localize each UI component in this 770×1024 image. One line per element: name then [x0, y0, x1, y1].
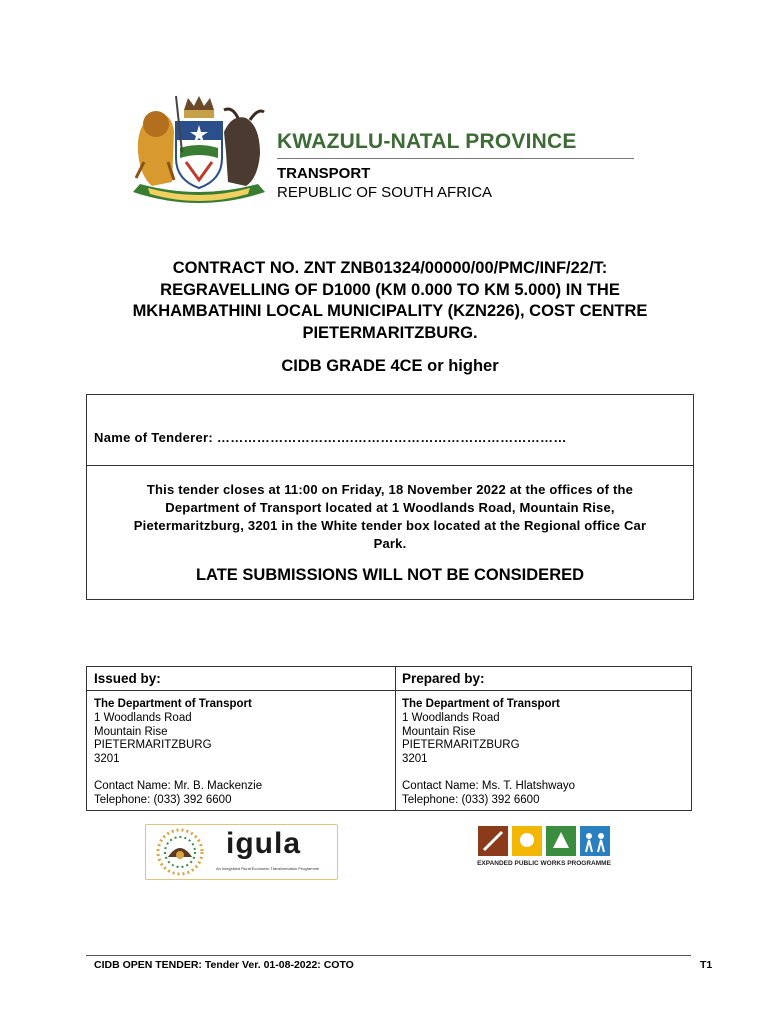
footer-page-label: T1	[700, 959, 713, 971]
contract-title	[90, 258, 690, 344]
late-submission-notice: LATE SUBMISSIONS WILL NOT BE CONSIDERED	[195, 566, 585, 584]
org-country: REPUBLIC OF SOUTH AFRICA	[277, 184, 493, 201]
issued-address-line: 1 Woodlands Road	[94, 711, 192, 724]
org-divider	[277, 158, 634, 159]
tender-info-box	[86, 394, 694, 600]
prepared-address-line: 1 Woodlands Road	[402, 711, 500, 724]
epwp-logo	[452, 816, 636, 888]
footer-divider	[86, 955, 691, 956]
prepared-telephone: Telephone: (033) 392 6600	[402, 793, 540, 806]
closing-line: Department of Transport located at 1 Woodlands Road, Mountain Rise,	[165, 500, 615, 515]
org-name: KWAZULU-NATAL PROVINCE	[277, 130, 577, 153]
title-line: CONTRACT NO. ZNT ZNB01324/00000/00/PMC/INF/22/T:	[172, 259, 608, 277]
kzn-coat-of-arms-logo	[128, 92, 270, 210]
issued-by-details	[87, 691, 395, 808]
issued-postcode: 3201	[94, 753, 120, 766]
prepared-by-column	[395, 667, 691, 810]
prepared-address-line: Mountain Rise	[402, 725, 476, 738]
igula-tagline: An Integrated Rural Economic Transformation Programme	[216, 866, 320, 871]
closing-line: This tender closes at 11:00 on Friday, 18 November 2022 at the offices of the	[146, 482, 634, 497]
igula-wordmark: igula	[226, 827, 302, 860]
prepared-by-heading: Prepared by:	[395, 667, 691, 691]
prepared-department: The Department of Transport	[402, 698, 560, 710]
prepared-by-details	[395, 691, 691, 808]
tenderer-row	[87, 395, 693, 466]
prepared-contact-name: Contact Name: Ms. T. Hlatshwayo	[402, 779, 575, 792]
epwp-wordmark: EXPANDED PUBLIC WORKS PROGRAMME	[477, 860, 611, 867]
org-department: TRANSPORT	[277, 165, 371, 182]
issuer-table	[86, 666, 692, 811]
closing-line: Park.	[373, 536, 407, 551]
epwp-emblem-icon	[452, 816, 636, 866]
prepared-address-line: PIETERMARITZBURG	[402, 739, 520, 752]
title-line: MKHAMBATHINI LOCAL MUNICIPALITY (KZN226), COST CENTRE	[132, 302, 648, 320]
prepared-postcode: 3201	[402, 753, 428, 766]
title-line: PIETERMARITZBURG.	[302, 323, 478, 342]
cidb-grade: CIDB GRADE 4CE or higher	[281, 357, 499, 375]
issued-address-line: Mountain Rise	[94, 725, 168, 738]
tenderer-name-field: Name of Tenderer: ………………………….…………………………………………	[94, 430, 567, 445]
closing-notice	[87, 481, 693, 553]
issued-telephone: Telephone: (033) 392 6600	[94, 793, 232, 806]
issued-contact-name: Contact Name: Mr. B. Mackenzie	[94, 779, 263, 792]
issued-address-line: PIETERMARITZBURG	[94, 739, 212, 752]
footer-version: CIDB OPEN TENDER: Tender Ver. 01-08-2022: COTO	[94, 959, 354, 971]
issued-department: The Department of Transport	[94, 698, 252, 710]
title-line: REGRAVELLING OF D1000 (KM 0.000 TO KM 5.000) IN THE	[160, 280, 620, 299]
closing-line: Pietermaritzburg, 3201 in the White tender box located at the Regional office Car	[133, 518, 647, 533]
issued-by-column	[87, 667, 396, 810]
igula-logo	[145, 824, 338, 880]
issued-by-heading: Issued by:	[87, 667, 395, 691]
org-header	[277, 130, 634, 201]
